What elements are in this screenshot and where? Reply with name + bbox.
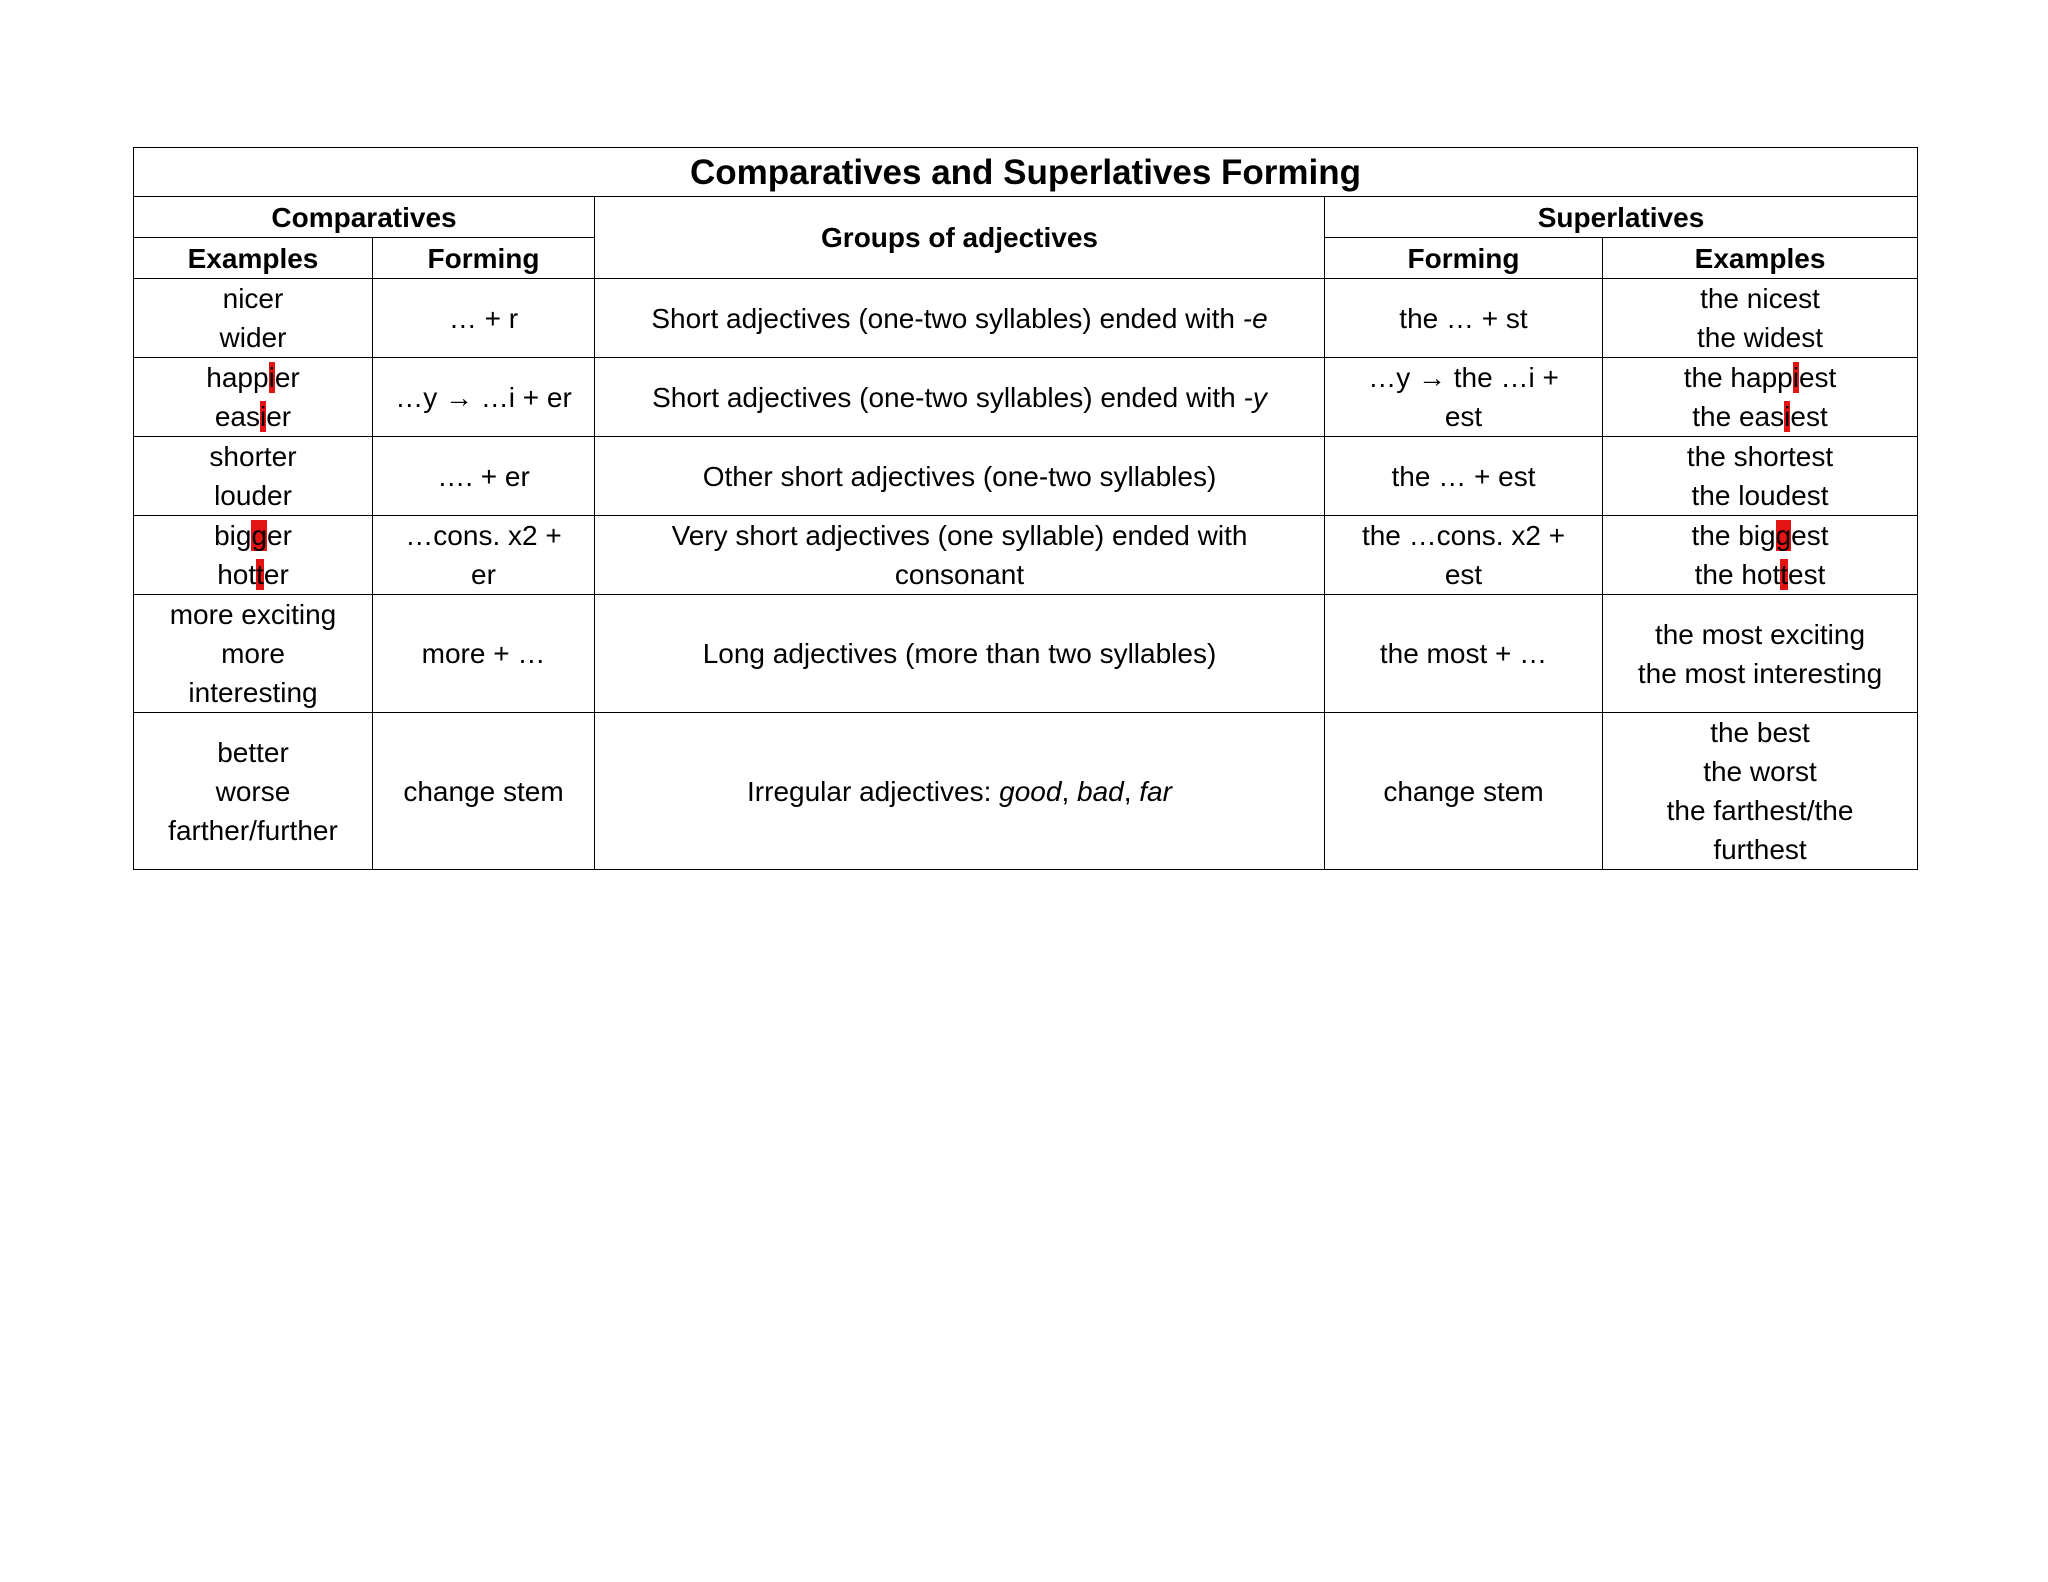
adjective-group-text: Long adjectives (more than two syllables) <box>702 638 1217 669</box>
adjective-group-text: Very short adjectives (one syllable) ended with <box>671 520 1248 551</box>
superlative-forming-cell <box>1325 358 1603 437</box>
header-groups: Groups of adjectives <box>595 197 1325 279</box>
superlative-examples-cell <box>1603 595 1918 713</box>
comparative-forming-cell <box>373 358 595 437</box>
superlative-example: the shortest <box>1686 441 1834 472</box>
adjective-group-text: Short adjectives (one-two syllables) ended with -y <box>652 381 1267 413</box>
superlative-example: the most interesting <box>1637 657 1883 689</box>
table-row <box>134 595 1918 713</box>
superlative-forming-rule: est <box>1444 559 1483 590</box>
comparative-example: easier <box>214 401 292 432</box>
comparative-forming-rule: change stem <box>403 775 564 807</box>
comparative-examples-cell <box>134 358 373 437</box>
adjective-group-cell <box>595 713 1325 870</box>
comparative-forming-cell <box>373 595 595 713</box>
adjective-group-text: Irregular adjectives: good, bad, far <box>747 775 1172 807</box>
adjective-group-cell <box>595 358 1325 437</box>
table-body <box>134 279 1918 870</box>
superlative-examples-cell <box>1603 713 1918 870</box>
table-title: Comparatives and Superlatives Forming <box>134 148 1918 197</box>
comparative-forming-cell <box>373 713 595 870</box>
comparative-forming-rule: more + … <box>421 638 546 669</box>
superlative-example: the farthest/the <box>1666 795 1854 826</box>
table-row <box>134 437 1918 516</box>
comparative-example: shorter <box>209 441 297 472</box>
superlative-forming-cell <box>1325 595 1603 713</box>
highlighted-letter: g <box>251 520 268 551</box>
table-row <box>134 279 1918 358</box>
comparative-forming-rule: …y → …i + er <box>395 381 572 413</box>
adjective-group-text: consonant <box>894 559 1025 590</box>
comparative-examples-cell <box>134 279 373 358</box>
header-comparatives: Comparatives <box>134 197 595 238</box>
superlative-forming-rule: the …cons. x2 + <box>1361 520 1566 551</box>
comparative-forming-cell <box>373 437 595 516</box>
superlative-forming-cell <box>1325 713 1603 870</box>
adjective-group-cell <box>595 437 1325 516</box>
table-row <box>134 516 1918 595</box>
comparatives-superlatives-table <box>133 147 1918 870</box>
header-sup-examples: Examples <box>1603 238 1918 279</box>
comparative-example: interesting <box>188 677 318 708</box>
superlative-forming-rule: …y → the …i + <box>1368 362 1559 393</box>
comparative-example: worse <box>215 775 291 807</box>
superlative-example: the hottest <box>1694 559 1826 590</box>
adjective-group-cell <box>595 595 1325 713</box>
superlative-example: the widest <box>1696 322 1824 353</box>
comparative-forming-cell <box>373 279 595 358</box>
superlative-example: the happiest <box>1683 362 1837 393</box>
adjective-group-cell <box>595 516 1325 595</box>
highlighted-letter: i <box>1784 401 1791 432</box>
comparative-forming-rule: er <box>471 559 496 590</box>
highlighted-letter: t <box>256 559 264 590</box>
superlative-forming-cell <box>1325 516 1603 595</box>
comparative-forming-rule: … + r <box>448 302 519 334</box>
superlative-forming-rule: the … + st <box>1399 302 1528 334</box>
highlighted-letter: g <box>1775 520 1792 551</box>
superlative-example: the nicest <box>1700 283 1820 314</box>
comparative-example: nicer <box>222 283 284 314</box>
comparative-example: more <box>221 638 285 669</box>
adjective-group-cell <box>595 279 1325 358</box>
superlative-forming-rule: the most + … <box>1379 638 1548 669</box>
comparative-example: farther/further <box>168 814 338 846</box>
superlative-forming-rule: change stem <box>1383 775 1544 807</box>
header-comp-examples: Examples <box>134 238 373 279</box>
superlative-forming-rule: est <box>1444 401 1483 432</box>
comparative-example: louder <box>214 480 292 511</box>
superlative-forming-rule: the … + est <box>1391 460 1536 492</box>
highlighted-letter: i <box>1792 362 1799 393</box>
highlighted-letter: i <box>260 401 267 432</box>
superlative-example: the worst <box>1703 756 1817 787</box>
superlative-examples-cell <box>1603 358 1918 437</box>
comparative-forming-rule: …cons. x2 + <box>405 520 562 551</box>
superlative-example: the biggest <box>1691 520 1829 551</box>
superlative-example: furthest <box>1713 834 1807 865</box>
superlative-example: the easiest <box>1692 401 1828 432</box>
comparative-example: more exciting <box>169 599 337 630</box>
superlative-example: the loudest <box>1691 480 1829 511</box>
superlative-example: the best <box>1710 717 1810 748</box>
comparative-forming-rule: …. + er <box>437 460 530 492</box>
comparative-example: hotter <box>217 559 289 590</box>
superlative-examples-cell <box>1603 437 1918 516</box>
comparative-forming-cell <box>373 516 595 595</box>
header-superlatives: Superlatives <box>1325 197 1918 238</box>
table-row <box>134 358 1918 437</box>
comparative-example: bigger <box>214 520 292 551</box>
comparative-example: wider <box>219 322 287 353</box>
header-sup-forming: Forming <box>1325 238 1603 279</box>
comparative-example: happier <box>206 362 300 393</box>
adjective-group-text: Other short adjectives (one-two syllables) <box>702 460 1217 492</box>
highlighted-letter: i <box>268 362 275 393</box>
comparative-example: better <box>217 736 289 768</box>
comparative-examples-cell <box>134 713 373 870</box>
highlighted-letter: t <box>1780 559 1789 590</box>
adjective-group-text: Short adjectives (one-two syllables) ended with -e <box>651 302 1268 334</box>
superlative-forming-cell <box>1325 279 1603 358</box>
comparative-examples-cell <box>134 437 373 516</box>
comparative-examples-cell <box>134 595 373 713</box>
header-comp-forming: Forming <box>373 238 595 279</box>
comparative-examples-cell <box>134 516 373 595</box>
superlative-examples-cell <box>1603 516 1918 595</box>
superlative-forming-cell <box>1325 437 1603 516</box>
table-row <box>134 713 1918 870</box>
superlative-examples-cell <box>1603 279 1918 358</box>
superlative-example: the most exciting <box>1654 618 1866 650</box>
